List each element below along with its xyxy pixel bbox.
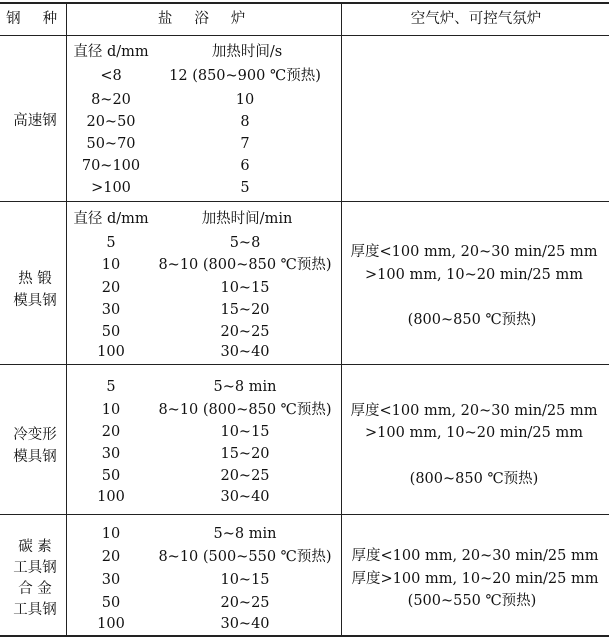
air-furnace-line: >100 mm, 10~20 min/25 mm [365,267,583,283]
diameter-cell: 100 [97,616,125,632]
rule-top [0,2,609,4]
air-furnace-line: (800~850 ℃预热) [409,471,539,487]
steel-name-line: 碳 素 [18,539,52,555]
air-furnace-line: >100 mm, 10~20 min/25 mm [365,425,583,441]
diameter-cell: <8 [100,68,122,84]
diameter-cell: 100 [97,489,125,505]
diameter-cell: 50 [101,324,121,340]
time-cell: 6 [240,158,250,174]
steel-name-line: 工具钢 [13,560,57,576]
steel-name-line: 热 锻 [18,271,52,287]
time-cell: 5~8 [229,235,261,251]
time-cell: 30~40 [220,344,270,360]
diameter-cell: 10 [101,257,121,273]
time-cell: 5~8 min [213,526,277,542]
time-cell: 12 (850~900 ℃预热) [169,68,321,84]
time-cell: 10 [235,92,255,108]
header-salt-bath: 盐 浴 炉 [157,11,255,27]
diameter-cell: 30 [101,302,121,318]
col-header-time: 加热时间/min [201,211,293,227]
time-cell: 8~10 (500~550 ℃预热) [158,549,332,565]
diameter-cell: 30 [101,572,121,588]
time-cell: 8~10 (800~850 ℃预热) [158,402,332,418]
diameter-cell: 20 [101,549,121,565]
air-furnace-line: 厚度<100 mm, 20~30 min/25 mm [351,548,599,564]
steel-name-line: 高速钢 [13,113,57,129]
diameter-cell: 5 [106,379,116,395]
air-furnace-line: 厚度>100 mm, 10~20 min/25 mm [351,571,599,587]
col-header-diameter: 直径 d/mm [73,211,149,227]
rule-bottom [0,635,609,637]
diameter-cell: 30 [101,446,121,462]
diameter-cell: 20~50 [86,114,136,130]
air-furnace-line: (800~850 ℃预热) [407,312,537,328]
diameter-cell: 100 [97,344,125,360]
diameter-cell: 20 [101,280,121,296]
steel-name-line: 合 金 [18,581,52,597]
time-cell: 15~20 [220,446,270,462]
time-cell: 20~25 [220,468,270,484]
diameter-cell: 8~20 [91,92,131,108]
diameter-cell: 50 [101,468,121,484]
time-cell: 15~20 [220,302,270,318]
diameter-cell: 10 [101,526,121,542]
rule-section-1 [0,201,609,202]
time-cell: 8 [240,114,250,130]
diameter-cell: 20 [101,424,121,440]
steel-name-line: 模具钢 [13,293,57,309]
rule-section-3 [0,514,609,515]
time-cell: 10~15 [220,572,270,588]
time-cell: 10~15 [220,280,270,296]
rule-col-1 [66,3,67,636]
steel-name-line: 工具钢 [13,602,57,618]
time-cell: 5~8 min [213,379,277,395]
air-furnace-line: 厚度<100 mm, 20~30 min/25 mm [350,403,598,419]
diameter-cell: 70~100 [81,158,141,174]
header-steel: 钢 种 [6,11,66,27]
time-cell: 30~40 [220,616,270,632]
time-cell: 10~15 [220,424,270,440]
time-cell: 20~25 [220,324,270,340]
col-header-time: 加热时间/s [211,44,283,60]
rule-header [0,35,609,36]
diameter-cell: 10 [101,402,121,418]
time-cell: 7 [240,136,250,152]
diameter-cell: 50~70 [86,136,136,152]
diameter-cell: >100 [91,180,131,196]
time-cell: 5 [240,180,250,196]
air-furnace-line: 厚度<100 mm, 20~30 min/25 mm [350,244,598,260]
time-cell: 8~10 (800~850 ℃预热) [158,257,332,273]
diameter-cell: 5 [106,235,116,251]
time-cell: 20~25 [220,595,270,611]
diameter-cell: 50 [101,595,121,611]
header-air-furnace: 空气炉、可控气氛炉 [410,11,542,27]
rule-section-2 [0,364,609,365]
col-header-diameter: 直径 d/mm [73,44,149,60]
rule-col-2 [341,3,342,636]
steel-name-line: 冷变形 [13,427,57,443]
steel-name-line: 模具钢 [13,449,57,465]
air-furnace-line: (500~550 ℃预热) [407,593,537,609]
time-cell: 30~40 [220,489,270,505]
